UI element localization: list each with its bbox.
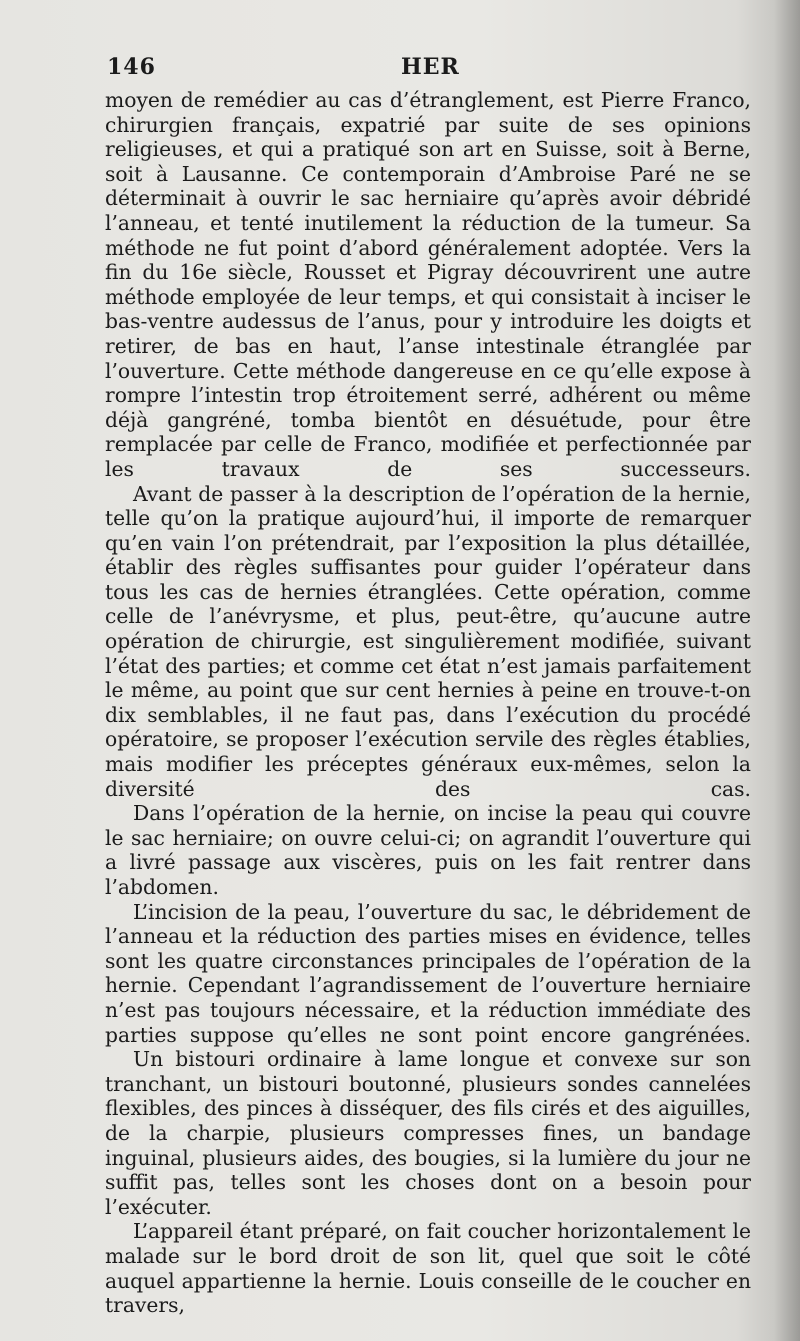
body-text [105,88,751,1318]
page-edge-shadow [774,0,800,1341]
paragraph-instruments: Un bistouri ordinaire à lame longue et convexe sur son tranchant, un bistouri boutonné, plusieurs sondes cannelées flexibles, des pinces à disséquer, des fils cirés et des aiguilles, de la charpie, plusieurs compresses fines, un bandage inguinal, plusieurs aides, des bougies, si la lumière du jour ne suffit pas, telles sont les choses dont on a besoin pour l’exécuter. [105,1047,751,1219]
running-head-title: HER [401,54,460,80]
paragraph-positioning: L’appareil étant préparé, on fait coucher horizontalement le malade sur le bord droit de son lit, quel que soit le côté auquel appartienne la hernie. Louis conseille de le coucher en travers, [105,1219,751,1318]
paragraph-four-steps: L’incision de la peau, l’ouverture du sac, le débridement de l’anneau et la réduction des parties mises en évidence, telles sont les quatre circonstances principales de l’opération de la hernie. Cependant l’agrandissement de l’ouverture herniaire n’est pas toujours nécessaire, et la réduction immédiate des parties suppose qu’elles ne sont point encore gangrénées. [105,899,751,1047]
running-head [107,54,747,88]
paragraph-preamble: Avant de passer à la description de l’opération de la hernie, telle qu’on la pratique aujourd’hui, il importe de remarquer qu’en vain l’on prétendrait, par l’exposition la plus détaillée, établir des règles suffisantes pour guider l’opérateur dans tous les cas de hernies étranglées. Cette opération, comme celle de l’anévrysme, et plus, peut-être, qu’aucune autre opération de chirurgie, est singulièrement modifiée, suivant l’état des parties; et comme cet état n’est jamais parfaitement le même, au point que sur cent hernies à peine en trouve-t-on dix semblables, il ne faut pas, dans l’exécution du procédé opératoire, se proposer l’exécution servile des règles établies, mais modifier les préceptes généraux eux-mêmes, selon la diversité des cas. [105,481,751,801]
page-number: 146 [107,54,156,80]
paragraph-operation-summary: Dans l’opération de la hernie, on incise la peau qui couvre le sac herniaire; on ouvre celui-ci; on agrandit l’ouverture qui a livré passage aux viscères, puis on les fait rentrer dans l’abdomen. [105,801,751,899]
paragraph-history: moyen de remédier au cas d’étranglement, est Pierre Franco, chirurgien français, expatrié par suite de ses opinions religieuses, et qui a pratiqué son art en Suisse, soit à Berne, soit à Lausanne. Ce contemporain d’Ambroise Paré ne se déterminait à ouvrir le sac herniaire qu’après avoir débridé l’anneau, et tenté inutilement la réduction de la tumeur. Sa méthode ne fut point d’abord généralement adoptée. Vers la fin du 16e siècle, Rousset et Pigray découvrirent une autre méthode employée de leur temps, et qui consistait à inciser le bas-ventre audessus de l’anus, pour y introduire les doigts et retirer, de bas en haut, l’anse intestinale étranglée par l’ouverture. Cette méthode dangereuse en ce qu’elle expose à rompre l’intestin trop étroitement serré, adhérent ou même déjà gangréné, tomba bientôt en désuétude, pour être remplacée par celle de Franco, modifiée et perfectionnée par les travaux de ses successeurs. [105,88,751,481]
